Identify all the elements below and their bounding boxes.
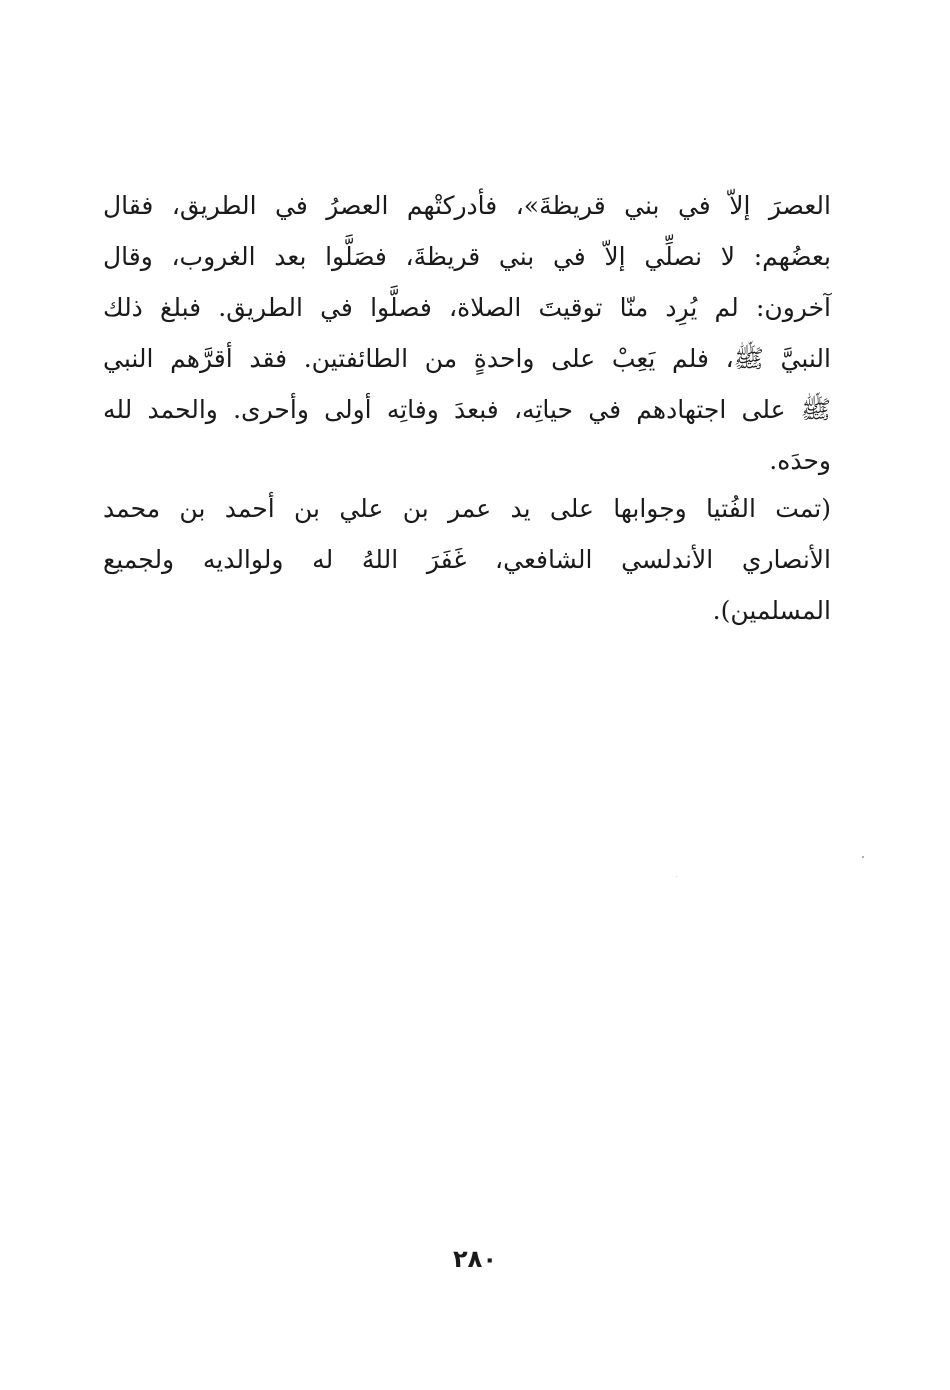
text-line: وحدَه. — [769, 446, 831, 475]
scan-speck — [676, 876, 677, 877]
body-paragraph-1 — [103, 180, 831, 486]
text-line: آخرون: لم يُرِد منّا توقيتَ الصلاة، فصلَّوا في الطريق. فبلغ ذلك — [103, 293, 831, 322]
body-paragraph-2 — [103, 483, 831, 636]
page-number: ٢٨٠ — [453, 1245, 497, 1273]
text-line: النبيَّ ﷺ، فلم يَعِبْ على واحدةٍ من الطائفتين. فقد أقرَّهم النبي — [103, 344, 831, 373]
text-line: المسلمين). — [712, 596, 831, 625]
text-line: ﷺ على اجتهادهم في حياتِه، فبعدَ وفاتِه أولى وأحرى. والحمد لله — [103, 395, 831, 424]
scan-speck — [862, 856, 864, 858]
text-line: (تمت الفُتيا وجوابها على يد عمر بن علي بن أحمد بن محمد — [103, 494, 831, 523]
text-line: العصرَ إلاّ في بني قريظةَ»، فأدركتْهم العصرُ في الطريق، فقال — [103, 191, 831, 220]
text-line: بعضُهم: لا نصلِّي إلاّ في بني قريظةَ، فصَلَّوا بعد الغروب، وقال — [103, 242, 831, 271]
text-line: الأنصاري الأندلسي الشافعي، غَفَرَ اللهُ له ولوالديه ولجميع — [103, 545, 831, 574]
